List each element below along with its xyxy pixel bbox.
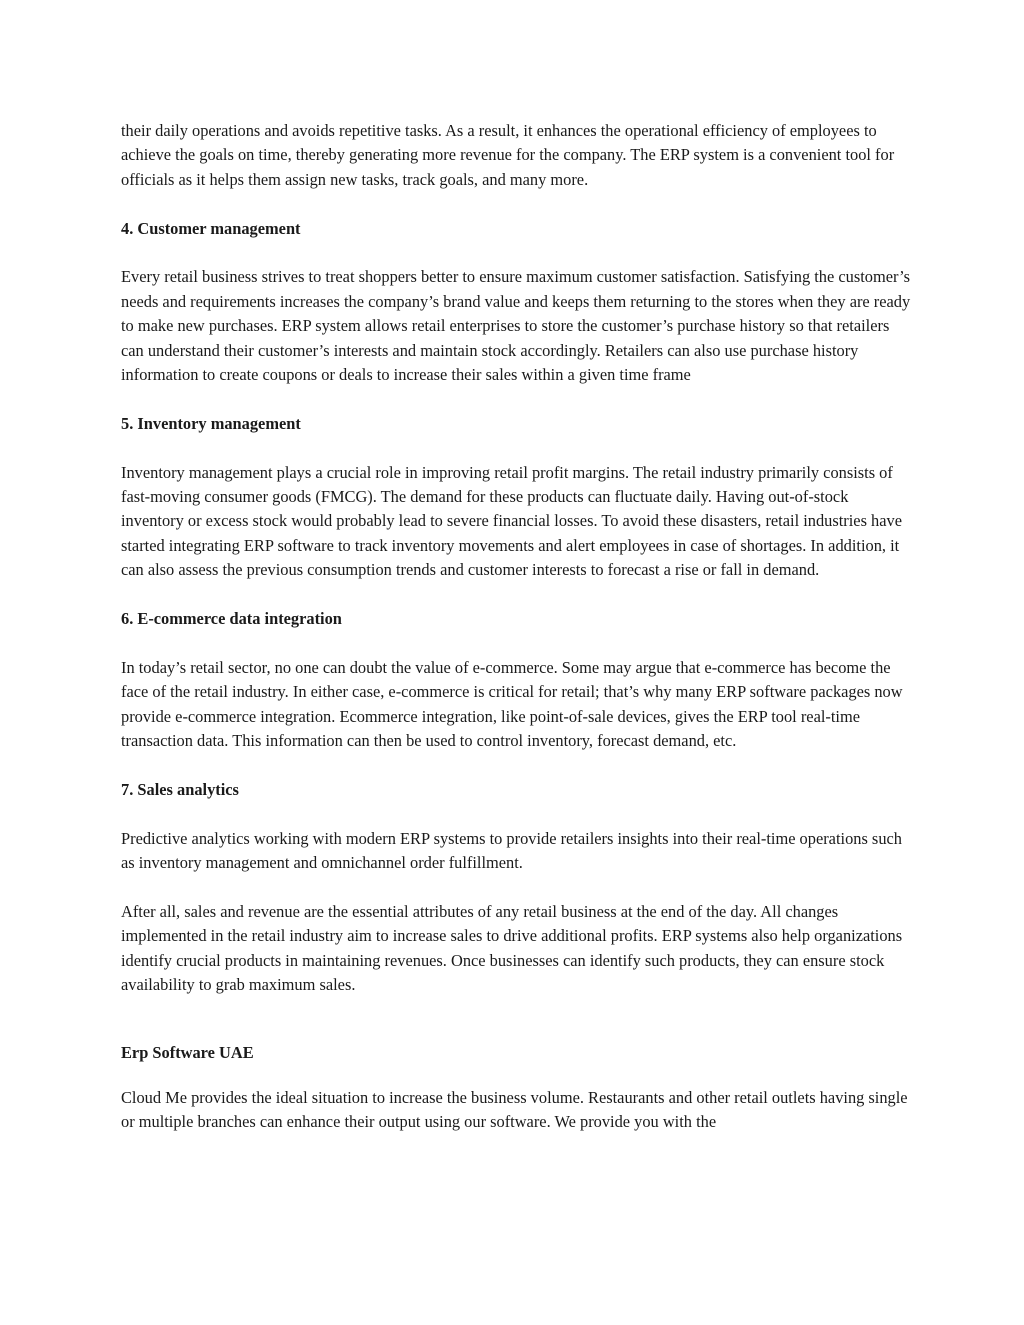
section-erp-software-uae (121, 1041, 911, 1134)
section-heading: 4. Customer management (121, 218, 301, 238)
section-ecommerce-data-integration (121, 607, 911, 753)
document-page (121, 119, 911, 1159)
section-inventory-management (121, 412, 911, 583)
section-customer-management (121, 217, 911, 388)
section-paragraph: Cloud Me provides the ideal situation to increase the business volume. Restaurants and other retail outlets having single or multiple branches can enhance their output using our software. We provide you with the (121, 1087, 908, 1132)
section-sales-analytics (121, 778, 911, 998)
section-heading: 5. Inventory management (121, 413, 301, 433)
section-paragraph: Predictive analytics working with modern ERP systems to provide retailers insights into their real-time operations such as inventory management and omnichannel order fulfillment. (121, 828, 902, 873)
section-paragraph: Inventory management plays a crucial role in improving retail profit margins. The retail industry primarily consists of fast-moving consumer goods (FMCG). The demand for these products can fluctuate daily. Having out-of-stock inventory or excess stock would probably lead to severe financial losses. To avoid these disasters, retail industries have started integrating ERP software to track inventory movements and alert employees in case of shortages. In addition, it can also assess the previous consumption trends and customer interests to forecast a rise or fall in demand. (121, 462, 902, 580)
section-paragraph: In today’s retail sector, no one can doubt the value of e-commerce. Some may argue that e-commerce has become the face of the retail industry. In either case, e-commerce is critical for retail; that’s why many ERP software packages now provide e-commerce integration. Ecommerce integration, like point-of-sale devices, gives the ERP tool real-time transaction data. This information can then be used to control inventory, forecast demand, etc. (121, 657, 903, 751)
section-paragraph: Every retail business strives to treat shoppers better to ensure maximum customer satisfaction. Satisfying the customer’s needs and requirements increases the company’s brand value and keeps them returning to the stores when they are ready to make new purchases. ERP system allows retail enterprises to store the customer’s purchase history so that retailers can understand their customer’s interests and maintain stock accordingly. Retailers can also use purchase history information to create coupons or deals to increase their sales within a given time frame (121, 267, 911, 385)
intro-paragraph: their daily operations and avoids repetitive tasks. As a result, it enhances the operational efficiency of employees to achieve the goals on time, thereby generating more revenue for the company. The ERP system is a convenient tool for officials as it helps them assign new tasks, track goals, and many more. (121, 121, 895, 189)
section-heading: 6. E-commerce data integration (121, 609, 342, 629)
section-heading: Erp Software UAE (121, 1043, 254, 1063)
section-paragraph: After all, sales and revenue are the essential attributes of any retail business at the end of the day. All changes implemented in the retail industry aim to increase sales to drive additional profits. ERP systems also help organizations identify crucial products in maintaining revenues. Once businesses can identify such products, they can ensure stock availability to grab maximum sales. (121, 901, 903, 995)
section-heading: 7. Sales analytics (121, 779, 239, 799)
